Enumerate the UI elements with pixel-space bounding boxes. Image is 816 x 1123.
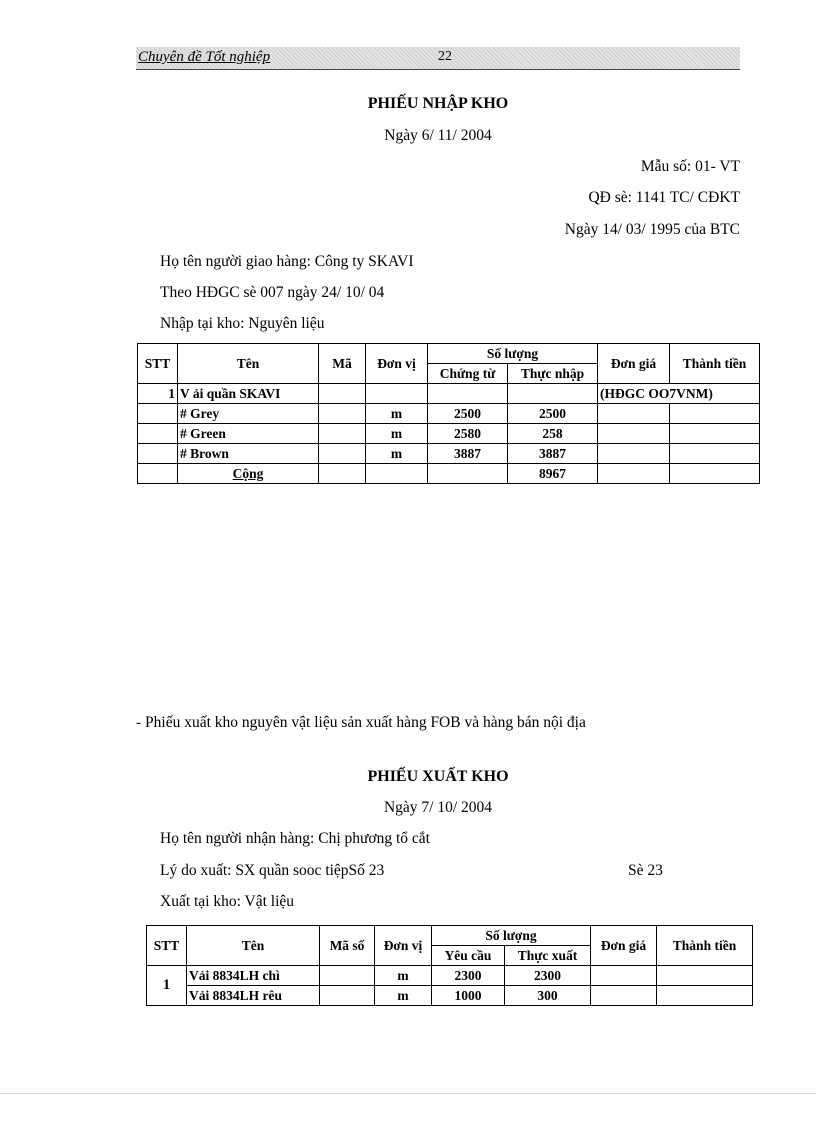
cell-amount (670, 464, 760, 484)
cell-code (319, 384, 366, 404)
running-header (136, 47, 740, 70)
section-note: - Phiếu xuất kho nguyên vật liệu sản xuất hàng FOB và hàng bán nội địa (136, 714, 586, 731)
col-stt: STT (147, 926, 187, 966)
cell-code (319, 404, 366, 424)
col-amount: Thành tiền (657, 926, 753, 966)
cell-actual: 2300 (505, 966, 591, 986)
table-row (138, 444, 760, 464)
cell-unit: m (375, 986, 432, 1006)
table-total-row (138, 464, 760, 484)
cell-contract-ref: (HĐGC OO7VNM) (598, 384, 760, 404)
col-doc: Chứng từ (428, 364, 508, 384)
warehouse-line: Nhập tại kho: Nguyên liệu (160, 315, 325, 332)
cell-amount (657, 966, 753, 986)
col-name: Tên (178, 344, 319, 384)
receipt-title: PHIẾU NHẬP KHO (367, 95, 509, 112)
cell-actual: 258 (508, 424, 598, 444)
issue-warehouse-line: Xuất tại kho: Vật liệu (160, 893, 295, 910)
cell-price (591, 966, 657, 986)
cell-unit: m (375, 966, 432, 986)
col-unit: Đơn vị (375, 926, 432, 966)
deliverer-line: Họ tên người giao hàng: Công ty SKAVI (160, 253, 414, 270)
contract-line: Theo HĐGC sè 007 ngày 24/ 10/ 04 (160, 284, 385, 301)
cell-price (598, 424, 670, 444)
issue-date: Ngày 7/ 10/ 2004 (383, 799, 493, 816)
decision-number: QĐ sè: 1141 TC/ CĐKT (588, 189, 740, 206)
decision-date: Ngày 14/ 03/ 1995 của BTC (564, 221, 740, 238)
col-stt: STT (138, 344, 178, 384)
cell-name: Vải 8834LH chì (187, 966, 320, 986)
header-title: Chuyên đề Tốt nghiệp (138, 49, 271, 65)
cell-price (591, 986, 657, 1006)
col-actual: Thực xuất (505, 946, 591, 966)
cell-amount (670, 404, 760, 424)
cell-unit: m (366, 404, 428, 424)
cell-unit: m (366, 444, 428, 464)
cell-amount (657, 986, 753, 1006)
cell-price (598, 404, 670, 424)
cell-amount (670, 444, 760, 464)
col-price: Đơn giá (598, 344, 670, 384)
col-actual: Thực nhập (508, 364, 598, 384)
col-code: Mã số (320, 926, 375, 966)
issue-number: Sè 23 (628, 862, 663, 879)
cell-stt (138, 464, 178, 484)
cell-code (319, 424, 366, 444)
table-row (147, 986, 753, 1006)
receipt-table (137, 343, 760, 484)
cell-price (598, 464, 670, 484)
col-requested: Yêu cầu (432, 946, 505, 966)
col-unit: Đơn vị (366, 344, 428, 384)
receipt-date: Ngày 6/ 11/ 2004 (384, 127, 492, 144)
table-header-row (147, 926, 753, 946)
cell-doc: 2500 (428, 404, 508, 424)
cell-code (320, 966, 375, 986)
issue-title: PHIẾU XUẤT KHO (367, 768, 509, 785)
cell-actual: 300 (505, 986, 591, 1006)
cell-doc (428, 464, 508, 484)
col-code: Mã (319, 344, 366, 384)
cell-stt (138, 424, 178, 444)
cell-name: # Green (178, 424, 319, 444)
cell-name: # Brown (178, 444, 319, 464)
total-label: Cộng (178, 464, 319, 484)
page-bottom-divider (0, 1093, 816, 1094)
cell-doc (428, 384, 508, 404)
col-amount: Thành tiền (670, 344, 760, 384)
cell-actual: 2500 (508, 404, 598, 424)
cell-amount (670, 424, 760, 444)
table-row (138, 384, 760, 404)
table-header-row (138, 344, 760, 364)
cell-stt (138, 444, 178, 464)
reason-line: Lý do xuất: SX quần sooc tiệpSố 23 (160, 862, 385, 879)
cell-doc: 2580 (428, 424, 508, 444)
col-quantity: Số lượng (432, 926, 591, 946)
cell-stt (138, 404, 178, 424)
cell-name: Vải 8834LH rêu (187, 986, 320, 1006)
col-price: Đơn giá (591, 926, 657, 966)
cell-unit: m (366, 424, 428, 444)
table-row (138, 404, 760, 424)
cell-code (319, 464, 366, 484)
cell-code (320, 986, 375, 1006)
col-name: Tên (187, 926, 320, 966)
cell-doc: 3887 (428, 444, 508, 464)
table-row (147, 966, 753, 986)
cell-actual: 3887 (508, 444, 598, 464)
total-actual: 8967 (508, 464, 598, 484)
receiver-line: Họ tên người nhận hàng: Chị phương tổ cắt (160, 830, 430, 847)
table-row (138, 424, 760, 444)
cell-requested: 1000 (432, 986, 505, 1006)
cell-name: V ải quần SKAVI (178, 384, 319, 404)
col-quantity: Số lượng (428, 344, 598, 364)
cell-stt: 1 (147, 966, 187, 1006)
cell-stt: 1 (138, 384, 178, 404)
form-number: Mẫu số: 01- VT (640, 158, 740, 175)
cell-code (319, 444, 366, 464)
page-number: 22 (438, 49, 452, 64)
cell-actual (508, 384, 598, 404)
issue-table (146, 925, 753, 1006)
cell-name: # Grey (178, 404, 319, 424)
cell-unit (366, 384, 428, 404)
cell-unit (366, 464, 428, 484)
cell-price (598, 444, 670, 464)
cell-requested: 2300 (432, 966, 505, 986)
